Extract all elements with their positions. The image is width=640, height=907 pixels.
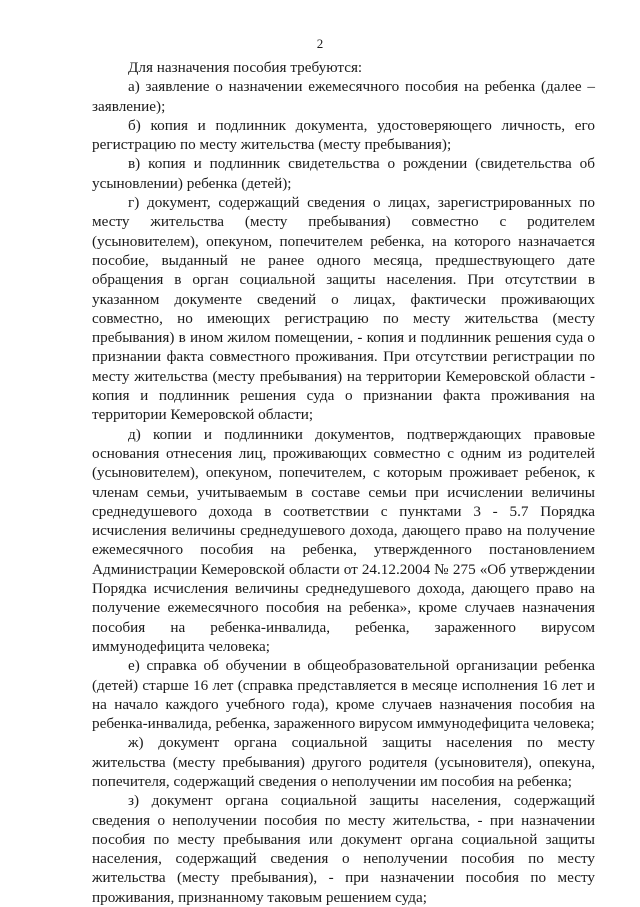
intro-paragraph: Для назначения пособия требуются:	[128, 59, 363, 76]
list-item-g: г) документ, содержащий сведения о лицах, зарегистрированных по месту жительства (месту пребывания) совместно с родителем (усыновителем), опекуном, попечителем ребенка, на которого назначается пособие, выданный не ранее одного месяца, предшествующего дате обращения в орган социальной защиты населения. При отсутствии в указанном документе сведений о лицах, фактически проживающих совместно, но имеющих регистрацию по месту жительства (месту пребывания) в ином жилом помещении, - копия и подлинник решения суда о признании факта совместного проживания. При отсутствии регистрации по месту жительства (месту пребывания) на территории Кемеровской области - копия и подлинник решения суда о признании факта проживания на территории Кемеровской области;	[92, 194, 595, 424]
list-item-zh: ж) документ органа социальной защиты населения по месту жительства (месту пребывания) другого родителя (усыновителя), опекуна, попечителя, содержащий сведения о неполучении им пособия на ребенка;	[92, 734, 595, 790]
list-item-d: д) копии и подлинники документов, подтверждающих правовые основания отнесения лиц, проживающих совместно с одним из родителей (усыновителем), опекуном, попечителем, с которым проживает ребенок, к членам семьи, учитываемым в составе семьи при исчислении величины среднедушевого дохода в соответствии с пунктами 3 - 5.7 Порядка исчисления величины среднедушевого дохода, дающего право на получение ежемесячного пособия на ребенка, утвержденного постановлением Администрации Кемеровской области от 24.12.2004 № 275 «Об утверждении Порядка исчисления величины среднедушевого дохода, дающего право на получение ежемесячного пособия на ребенка», кроме случаев назначения пособия на ребенка-инвалида, ребенка, зараженного вирусом иммунодефицита человека;	[92, 425, 595, 655]
list-item-a: а) заявление о назначении ежемесячного пособия на ребенка (далее – заявление);	[92, 78, 595, 115]
list-item-b: б) копия и подлинник документа, удостоверяющего личность, его регистрацию по месту жительства (месту пребывания);	[92, 116, 595, 154]
list-item-e: е) справка об обучении в общеобразовательной организации ребенка (детей) старше 16 лет (справка представляется в месяце исполнения 16 лет и на начало каждого учебного года), кроме случаев назначения пособия на ребенка-инвалида, ребенка, зараженного вирусом иммунодефицита человека;	[92, 657, 595, 733]
document-body	[92, 58, 595, 907]
list-item-z: з) документ органа социальной защиты населения, содержащий сведения о неполучении пособия по месту жительства, - при назначении пособия по месту пребывания или документ органа социальной защиты населения, содержащий сведения о неполучении пособия по месту жительства (месту пребывания), - при назначении пособия по месту проживания, признанному таковым решением суда;	[92, 792, 595, 906]
page-number: 2	[316, 36, 324, 51]
list-item-v: в) копия и подлинник свидетельства о рождении (свидетельства об усыновлении) ребенка (детей);	[92, 155, 595, 192]
